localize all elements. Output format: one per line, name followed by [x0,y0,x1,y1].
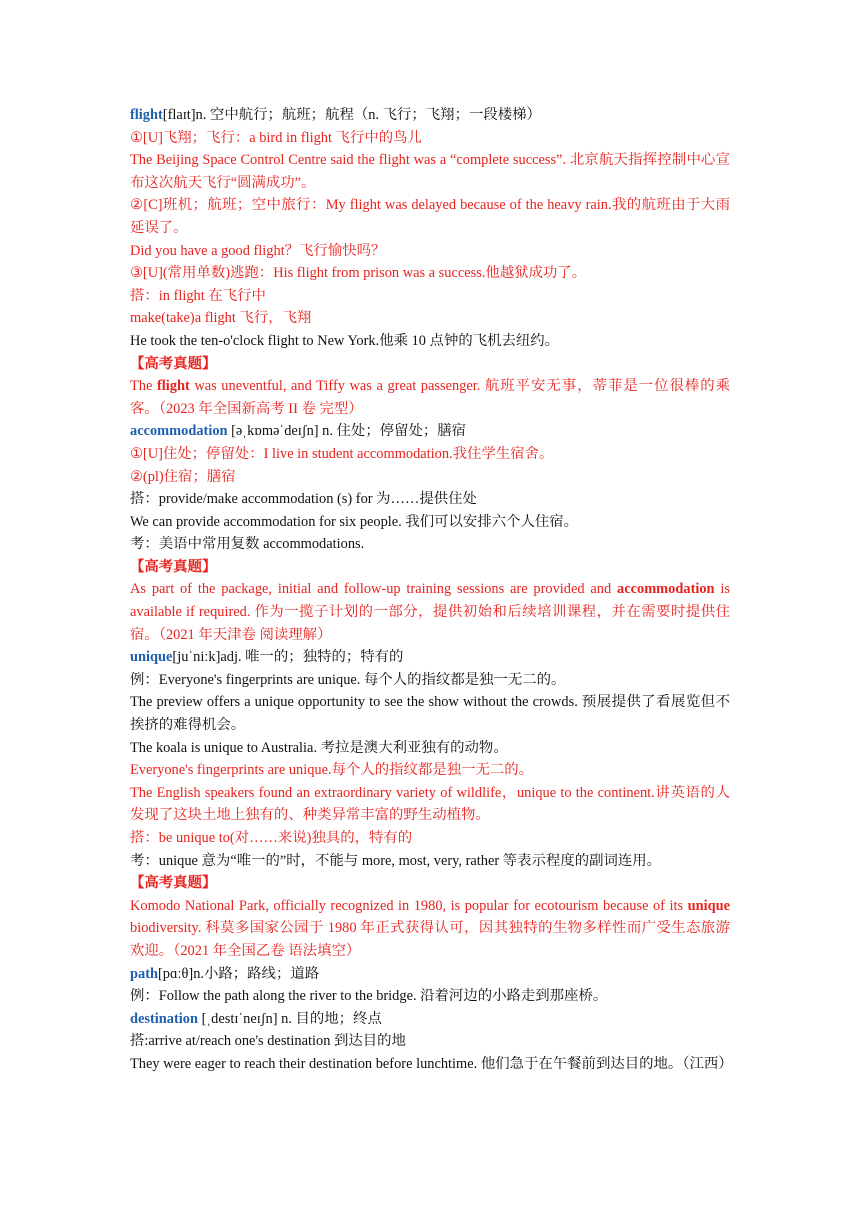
flight-sense-2-example: Did you have a good flight？飞行愉快吗？ [130,242,386,259]
headword-flight: flight [130,107,163,123]
entry-flight-head [130,104,730,127]
flight-sense-3: ③[U](常用单数)逃跑：His flight from prison was a success.他越狱成功了。 [130,265,587,282]
accommodation-note: 考：美语中常用复数 accommodations. [130,536,365,553]
accommodation-gaokao-header: 【高考真题】 [130,558,217,575]
path-example: 例：Follow the path along the river to the bridge. 沿着河边的小路走到那座桥。 [130,988,608,1005]
unique-example-5: The English speakers found an extraordinary variety of wildlife，unique to the continent.讲英语的人发现了这块土地上独有的、种类异常丰富的野生动植物。 [130,784,730,824]
destination-example: They were eager to reach their destination before lunchtime. 他们急于在午餐前到达目的地。（江西） [130,1055,733,1072]
headword-path: path [130,965,158,982]
flight-definition: [flaɪt]n. 空中航行；航班；航程（n. 飞行；飞翔；一段楼梯） [162,107,541,123]
unique-gaokao-pre: Komodo National Park, officially recognized in 1980, is popular for ecotourism because of its [130,897,688,914]
unique-example-1: 例：Everyone's fingerprints are unique. 每个人的指纹都是独一无二的。 [130,671,566,688]
unique-example-4: Everyone's fingerprints are unique.每个人的指纹都是独一无二的。 [130,762,534,779]
entry-destination-head [130,1008,730,1031]
flight-collocation-1: 搭：in flight 在飞行中 [130,287,266,304]
entry-path-head [130,963,730,986]
accommodation-gaokao-pre: As part of the package, initial and follow-up training sessions are provided and [130,581,618,598]
unique-collocation: 搭：be unique to(对……来说)独具的，特有的 [130,830,413,846]
flight-sense-1-example: The Beijing Space Control Centre said the flight was a “complete success”. 北京航天指挥控制中心宣布这次航天飞行“圆满成功”。 [130,152,730,191]
accommodation-definition: [əˌkɒməˈdeɪʃn] n. 住处；停留处；膳宿 [227,423,467,440]
accommodation-gaokao-keyword: accommodation [617,581,715,598]
vocabulary-document [130,104,733,1076]
headword-destination: destination [130,1010,198,1027]
unique-definition: [juˈniːk]adj. 唯一的；独特的；特有的 [172,649,404,666]
accommodation-gaokao-post: is available if required. 作为一揽子计划的一部分，提供初始和后续培训课程，并在需要时提供住宿。（2021 年天津卷 阅读理解） [130,581,730,643]
unique-gaokao-sentence [130,895,730,963]
accommodation-sense-2: ②(pl)住宿；膳宿 [130,468,236,485]
flight-collocation-2: make(take)a flight 飞行，飞翔 [130,310,312,327]
flight-gaokao-sentence [130,375,730,420]
unique-gaokao-header: 【高考真题】 [130,875,217,892]
path-definition: [pɑːθ]n.小路；路线；道路 [158,965,320,982]
flight-sense-2: ②[C]班机；航班；空中旅行：My flight was delayed because of the heavy rain.我的航班由于大雨延误了。 [130,197,730,236]
unique-gaokao-keyword: unique [687,897,730,914]
accommodation-collocation: 搭：provide/make accommodation (s) for 为……提供住处 [130,491,477,508]
accommodation-gaokao-sentence [130,578,730,646]
accommodation-sense-1: ①[U]住处；停留处：I live in student accommodation.我住学生宿舍。 [130,445,554,462]
accommodation-example: We can provide accommodation for six people. 我们可以安排六个人住宿。 [130,513,579,530]
unique-gaokao-post: biodiversity. 科莫多国家公园于 1980 年正式获得认可，因其独特的生物多样性而广受生态旅游欢迎。（2021 年全国乙卷 语法填空） [130,920,730,959]
entry-unique-head [130,646,730,669]
headword-unique: unique [130,649,173,666]
destination-collocation: 搭:arrive at/reach one's destination 到达目的地 [130,1033,406,1050]
destination-definition: [ˌdestɪˈneɪʃn] n. 目的地；终点 [197,1010,382,1027]
flight-gaokao-keyword: flight [156,378,190,395]
entry-accommodation-head [130,420,730,443]
flight-gaokao-pre: The [130,378,157,395]
unique-example-2: The preview offers a unique opportunity to see the show without the crowds. 预展提供了看展览但不挨挤的难得机会。 [130,694,730,734]
flight-gaokao-post: was uneventful, and Tiffy was a great passenger. 航班平安无事，蒂菲是一位很棒的乘客。（2023 年全国新高考 II 卷 完型） [130,378,730,417]
unique-note: 考：unique 意为“唯一的”时，不能与 more, most, very, rather 等表示程度的副词连用。 [130,852,662,869]
flight-gaokao-header: 【高考真题】 [130,355,217,372]
headword-accommodation: accommodation [130,423,228,440]
flight-sense-1: ①[U]飞翔；飞行：a bird in flight 飞行中的鸟儿 [130,129,422,146]
unique-example-3: The koala is unique to Australia. 考拉是澳大利亚独有的动物。 [130,739,508,756]
flight-example: He took the ten-o'clock flight to New York.他乘 10 点钟的飞机去纽约。 [130,332,560,349]
